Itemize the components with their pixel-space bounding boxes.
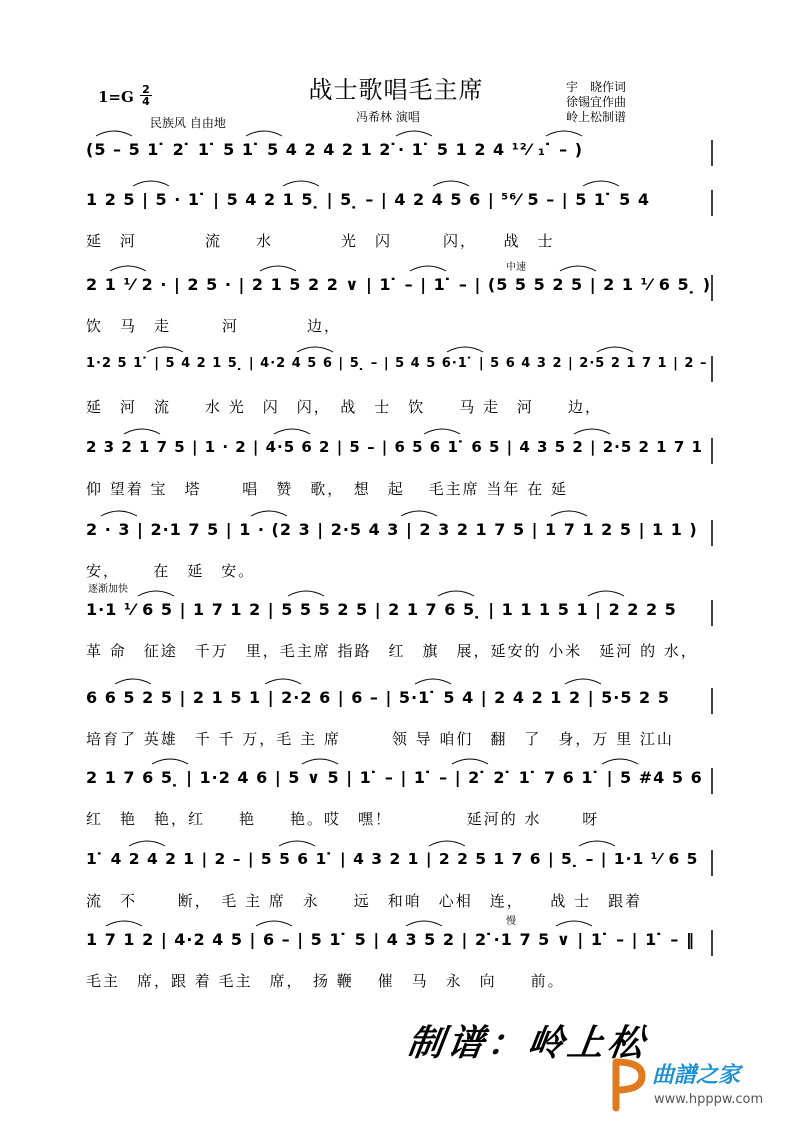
slur-arc — [396, 131, 432, 136]
notation-text: 1 2 5 | 5 · 1 ̇ | 5 4 2 1 5 ̣ | 5 ̣ – | 4 2 4 5 6 | ⁵⁶⁄ 5 – | 5 1 ̇ 5 4 — [86, 190, 651, 209]
slur-arc — [602, 759, 638, 764]
credits — [566, 80, 626, 125]
notation-text: 1 7 1 2 | 4·2 4 5 | 6 – | 5 1 ̇ 5 | 4 3 5 2 | 2 ̇·1 7 5 ∨ | 1 ̇ – | 1 ̇ – ‖ — [86, 930, 695, 949]
lyrics-text: 革 命 征途 千万 里，毛主席 指路 红 旗 展，延安的 小米 延河 的 水， — [86, 642, 698, 660]
slur-arc — [256, 921, 292, 926]
notation-text: 2 · 3 | 2·1 7 5 | 1 · (2 3 | 2·5 4 3 | 2 3 2 1 7 5 | 1 7 1 2 5 | 1 1 ) — [86, 520, 698, 539]
notation-text: 2 1 7 6 5 ̣ | 1·2 4 6 | 5 ∨ 5 | 1 ̇ – | 1 ̇ – | 2 ̇ 2 ̇ 1 ̇ 7 6 1 ̇ | 5 #4 5 6 — [86, 768, 703, 787]
slur-arc — [288, 591, 324, 596]
lyrics-text: 安， 在 延 安。 — [86, 562, 256, 580]
slur-arc — [551, 511, 587, 516]
slur-arc — [124, 429, 160, 434]
slur-arc — [260, 266, 296, 271]
lyrics-text: 延 河 流 水 光 闪 闪， 战 士 — [86, 232, 555, 250]
slur-arc — [433, 181, 469, 186]
time-top: 2 — [142, 83, 150, 96]
slur-arc — [279, 841, 315, 846]
signature: 制谱：岭上松 — [404, 1022, 651, 1064]
slur-arc — [251, 511, 287, 516]
notation-text: 1·2 5 1 ̇ | 5 4 2 1 5 ̣ | 4·2 4 5 6 | 5 ̣ – | 5 4 5 6·1 ̇ | 5 6 4 3 2 | 2·5 2 1 7 1 | 2 – — [86, 356, 708, 371]
slur-arc — [283, 181, 319, 186]
slur-arc — [597, 347, 633, 352]
slur-arc — [138, 591, 174, 596]
site-url: www.hpppw.com — [654, 1092, 764, 1107]
composer: 徐锡宜作曲 — [566, 95, 627, 109]
lyrics-text: 毛主 席，跟 着 毛主 席， 扬 鞭 催 马 永 向 前。 — [86, 972, 565, 990]
slur-arc — [302, 759, 338, 764]
slur-arc — [152, 759, 188, 764]
notation-text: 6 6 5 2 5 | 2 1 5 1 | 2·2 6 | 6 – | 5·1 ̇ 5 4 | 2 4 2 1 2 | 5·5 2 5 — [86, 688, 670, 707]
slur-arc — [297, 347, 333, 352]
notation-text: 1·1 ¹⁄ 6 5 | 1 7 1 2 | 5 5 5 2 5 | 2 1 7 6 5 ̣ | 1 1 1 5 1 | 2 2 2 5 — [86, 600, 677, 619]
slur-arc — [110, 266, 146, 271]
time-bottom: 4 — [140, 95, 152, 107]
transcriber: 岭上松制谱 — [566, 110, 627, 124]
style-marking: 民族风 自由地 — [150, 116, 226, 130]
key-signature: 1=G — [98, 88, 134, 106]
slur-arc — [406, 921, 442, 926]
slur-arc — [101, 511, 137, 516]
slur-arc — [429, 841, 465, 846]
tempo-slow: 慢 — [506, 916, 516, 927]
time-signature — [140, 84, 152, 107]
logo-mark-icon — [608, 1056, 648, 1112]
slur-arc — [424, 429, 460, 434]
lyrics-text: 红 艳 艳，红 艳 艳。哎 嘿！ 延河的 水 呀 — [86, 810, 600, 828]
slur-arc — [265, 679, 301, 684]
slur-arc — [115, 679, 151, 684]
notation-text: 2 1 ¹⁄ 2 · | 2 5 · | 2 1 5 2 2 ∨ | 1 ̇ – | 1 ̇ – | (5 5 5 2 5 | 2 1 ¹⁄ 6 5 ̣ ) — [86, 275, 712, 294]
slur-arc — [129, 841, 165, 846]
slur-arc — [583, 181, 619, 186]
slur-arc — [415, 679, 451, 684]
slur-arc — [588, 591, 624, 596]
lyrics-text: 培育了 英雄 千 千 万，毛 主 席 领 导 咱们 翻 了 身，万 里 江山 — [86, 730, 674, 748]
lyrics-text: 饮 马 走 河 边， — [86, 317, 342, 335]
lyrics-text: 流 不 断， 毛 主 席 永 远 和咱 心相 连， 战 士 跟着 — [86, 892, 643, 910]
lyrics-text: 仰 望着 宝 塔 唱 赞 歌， 想 起 毛主席 当年 在 延 — [86, 480, 568, 498]
slur-arc — [438, 591, 474, 596]
notation-text: (5 – 5 1 ̇ 2 ̇ 1 ̇ 5 1 ̇ 5 4 2 4 2 1 2 ̇· 1 ̇ 5 1 2 4 ¹²⁄ ₁ ̇ – ) — [86, 140, 584, 159]
slur-arc — [447, 347, 483, 352]
site-logo[interactable] — [608, 1054, 790, 1118]
slur-arc — [96, 131, 132, 136]
tempo-medium: 中速 — [506, 262, 526, 273]
slur-arc — [560, 266, 596, 271]
notation-text: 1 ̇ 4 2 4 2 1 | 2 – | 5 5 6 1 ̇ | 4 3 2 1 | 2 2 5 1 7 6 | 5 ̣ – | 1·1 ¹⁄ 6 5 — [86, 850, 699, 868]
lyricist: 宇 晓作词 — [566, 80, 627, 94]
tempo-accelerando: 逐渐加快 — [88, 584, 128, 595]
slur-arc — [565, 679, 601, 684]
slur-arc — [452, 759, 488, 764]
song-title: 战士歌唱毛主席 — [308, 76, 484, 104]
notation-text: 2 3 2 1 7 5 | 1 · 2 | 4·5 6 2 | 5 – | 6 5 6 1 ̇ 6 5 | 4 3 5 2 | 2·5 2 1 7 1 — [86, 438, 703, 456]
slur-arc — [579, 841, 615, 846]
slur-arc — [401, 511, 437, 516]
slur-arc — [274, 429, 310, 434]
slur-arc — [410, 266, 446, 271]
slur-arc — [556, 921, 592, 926]
slur-arc — [147, 347, 183, 352]
slur-arc — [246, 131, 282, 136]
slur-arc — [546, 131, 582, 136]
slur-arc — [106, 921, 142, 926]
site-name: 曲譜之家 — [652, 1063, 741, 1088]
slur-arc — [133, 181, 169, 186]
slur-arc — [574, 429, 610, 434]
performer: 冯希林 演唱 — [356, 110, 420, 124]
lyrics-text: 延 河 流 水 光 闪 闪， 战 士 饮 马 走 河 边， — [86, 398, 603, 416]
